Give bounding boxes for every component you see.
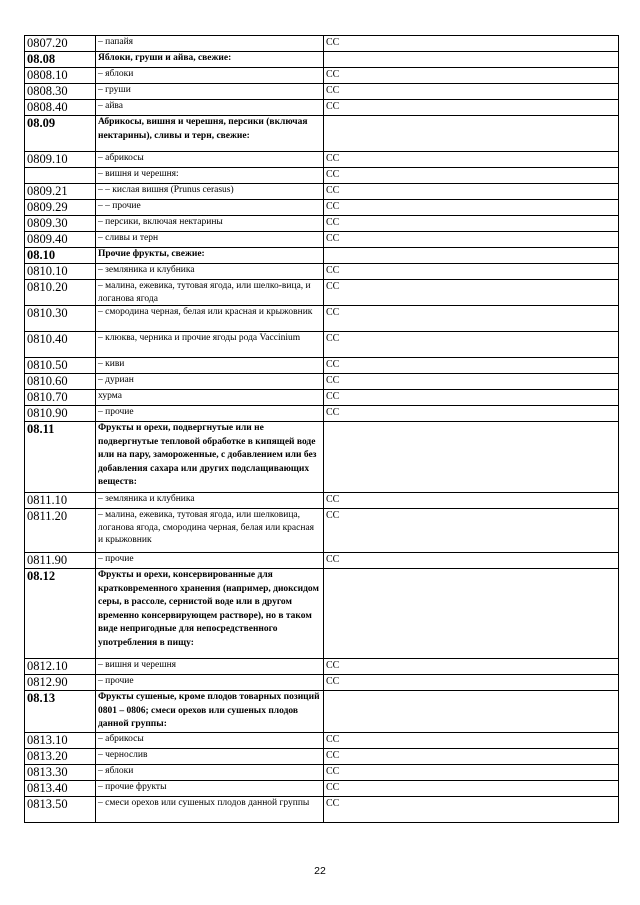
note-cell [324, 691, 619, 733]
code-cell: 08.13 [25, 691, 96, 733]
table-row [25, 390, 619, 406]
table-row [25, 748, 619, 764]
description-cell: – – кислая вишня (Prunus cerasus) [96, 184, 324, 200]
description-cell: – яблоки [96, 68, 324, 84]
note-cell: СС [324, 200, 619, 216]
description-cell: – клюква, черника и прочие ягоды рода Vaccinium [96, 332, 324, 358]
note-cell: СС [324, 216, 619, 232]
note-cell: СС [324, 264, 619, 280]
table-row [25, 675, 619, 691]
code-cell: 0811.20 [25, 509, 96, 553]
note-cell: СС [324, 390, 619, 406]
note-cell: СС [324, 168, 619, 184]
description-cell: Абрикосы, вишня и черешня, персики (включая нектарины), сливы и терн, свежие: [96, 116, 324, 152]
table-row [25, 796, 619, 822]
note-cell: СС [324, 84, 619, 100]
description-cell: – смородина черная, белая или красная и крыжовник [96, 306, 324, 332]
description-cell: – киви [96, 358, 324, 374]
description-cell: Фрукты и орехи, консервированные для кратковременного хранения (например, диоксидом серы, в рассоле, сернистой воде или в другом временно консервирующем растворе), но в таком виде непригодные для непосредственного употребления в пищу: [96, 569, 324, 659]
code-cell: 0810.10 [25, 264, 96, 280]
note-cell: СС [324, 764, 619, 780]
description-cell: Прочие фрукты, свежие: [96, 248, 324, 264]
code-cell: 0810.70 [25, 390, 96, 406]
table-row [25, 780, 619, 796]
description-cell: – земляника и клубника [96, 493, 324, 509]
code-cell: 08.11 [25, 422, 96, 493]
table-row [25, 332, 619, 358]
table-row [25, 764, 619, 780]
description-cell: Яблоки, груши и айва, свежие: [96, 52, 324, 68]
code-cell: 0807.20 [25, 36, 96, 52]
description-cell: – прочие [96, 675, 324, 691]
table-row [25, 100, 619, 116]
code-cell: 0810.50 [25, 358, 96, 374]
note-cell: СС [324, 306, 619, 332]
table-row [25, 406, 619, 422]
note-cell: СС [324, 780, 619, 796]
description-cell: – абрикосы [96, 152, 324, 168]
table-row [25, 659, 619, 675]
code-cell: 0810.40 [25, 332, 96, 358]
description-cell: – вишня и черешня: [96, 168, 324, 184]
code-cell: 0811.10 [25, 493, 96, 509]
table-row [25, 306, 619, 332]
table-row [25, 84, 619, 100]
table-heading-row [25, 691, 619, 733]
table-heading-row [25, 569, 619, 659]
note-cell: СС [324, 280, 619, 306]
description-cell: – прочие фрукты [96, 780, 324, 796]
note-cell: СС [324, 184, 619, 200]
table-heading-row [25, 248, 619, 264]
note-cell: СС [324, 748, 619, 764]
note-cell: СС [324, 509, 619, 553]
table-row [25, 168, 619, 184]
note-cell: СС [324, 406, 619, 422]
code-cell: 0810.90 [25, 406, 96, 422]
code-cell: 0808.40 [25, 100, 96, 116]
table-heading-row [25, 52, 619, 68]
description-cell: – груши [96, 84, 324, 100]
code-cell [25, 168, 96, 184]
description-cell: – смеси орехов или сушеных плодов данной группы [96, 796, 324, 822]
description-cell: – земляника и клубника [96, 264, 324, 280]
description-cell: – – прочие [96, 200, 324, 216]
table-row [25, 374, 619, 390]
code-cell: 0810.30 [25, 306, 96, 332]
code-cell: 0809.30 [25, 216, 96, 232]
code-cell: 0810.60 [25, 374, 96, 390]
description-cell: Фрукты сушеные, кроме плодов товарных позиций 0801 – 0806; смеси орехов или сушеных плодов данной группы: [96, 691, 324, 733]
code-cell: 0808.30 [25, 84, 96, 100]
note-cell: СС [324, 68, 619, 84]
code-cell: 08.09 [25, 116, 96, 152]
code-cell: 0811.90 [25, 553, 96, 569]
tariff-table-body [25, 36, 619, 823]
note-cell [324, 569, 619, 659]
note-cell: СС [324, 332, 619, 358]
note-cell: СС [324, 659, 619, 675]
table-row [25, 184, 619, 200]
note-cell [324, 116, 619, 152]
description-cell: – чернослив [96, 748, 324, 764]
code-cell: 0813.10 [25, 732, 96, 748]
note-cell: СС [324, 100, 619, 116]
table-row [25, 280, 619, 306]
page-number: 22 [314, 865, 326, 877]
note-cell: СС [324, 493, 619, 509]
description-cell: – дуриан [96, 374, 324, 390]
table-row [25, 358, 619, 374]
description-cell: – айва [96, 100, 324, 116]
note-cell [324, 422, 619, 493]
note-cell [324, 248, 619, 264]
code-cell: 08.12 [25, 569, 96, 659]
table-row [25, 509, 619, 553]
note-cell: СС [324, 152, 619, 168]
table-heading-row [25, 422, 619, 493]
code-cell: 0813.40 [25, 780, 96, 796]
table-row [25, 264, 619, 280]
code-cell: 08.08 [25, 52, 96, 68]
note-cell: СС [324, 675, 619, 691]
table-row [25, 68, 619, 84]
note-cell: СС [324, 732, 619, 748]
description-cell: Фрукты и орехи, подвергнутые или не подвергнутые тепловой обработке в кипящей воде или на пару, замороженные, с добавлением или без добавления сахара или других подслащивающих веществ: [96, 422, 324, 493]
code-cell: 0809.10 [25, 152, 96, 168]
description-cell: – папайя [96, 36, 324, 52]
code-cell: 0812.10 [25, 659, 96, 675]
table-row [25, 216, 619, 232]
description-cell: – яблоки [96, 764, 324, 780]
note-cell: СС [324, 374, 619, 390]
description-cell: – сливы и терн [96, 232, 324, 248]
code-cell: 0809.21 [25, 184, 96, 200]
code-cell: 0809.29 [25, 200, 96, 216]
description-cell: – малина, ежевика, тутовая ягода, или шелко-вица, и логанова ягода [96, 280, 324, 306]
code-cell: 0809.40 [25, 232, 96, 248]
table-row [25, 232, 619, 248]
table-heading-row [25, 116, 619, 152]
description-cell: – абрикосы [96, 732, 324, 748]
table-row [25, 493, 619, 509]
note-cell: СС [324, 796, 619, 822]
description-cell: – прочие [96, 406, 324, 422]
table-row [25, 732, 619, 748]
description-cell: – малина, ежевика, тутовая ягода, или шелковица, логанова ягода, смородина черная, белая или красная и крыжовник [96, 509, 324, 553]
description-cell: – прочие [96, 553, 324, 569]
code-cell: 0813.50 [25, 796, 96, 822]
code-cell: 0808.10 [25, 68, 96, 84]
description-cell: – персики, включая нектарины [96, 216, 324, 232]
table-row [25, 36, 619, 52]
code-cell: 0813.20 [25, 748, 96, 764]
note-cell: СС [324, 553, 619, 569]
note-cell: СС [324, 358, 619, 374]
note-cell [324, 52, 619, 68]
description-cell: – вишня и черешня [96, 659, 324, 675]
code-cell: 08.10 [25, 248, 96, 264]
description-cell: хурма [96, 390, 324, 406]
code-cell: 0810.20 [25, 280, 96, 306]
note-cell: СС [324, 232, 619, 248]
code-cell: 0812.90 [25, 675, 96, 691]
note-cell: СС [324, 36, 619, 52]
tariff-table [24, 35, 619, 823]
code-cell: 0813.30 [25, 764, 96, 780]
table-row [25, 200, 619, 216]
table-row [25, 152, 619, 168]
table-row [25, 553, 619, 569]
